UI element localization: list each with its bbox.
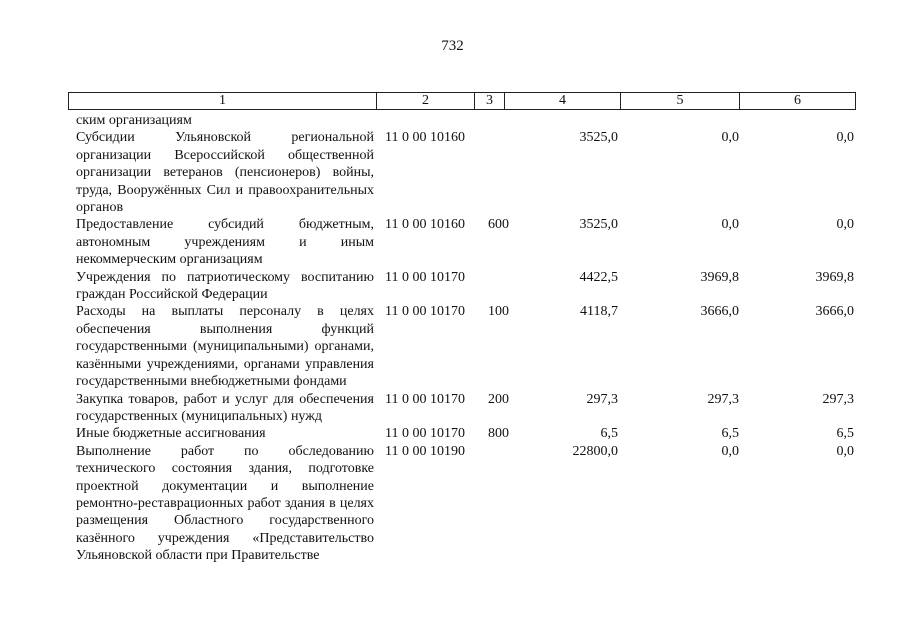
row-value-3: 0,0 — [836, 130, 854, 146]
table-row — [68, 129, 856, 216]
row-type: 100 — [488, 304, 509, 320]
row-value-3: 3969,8 — [815, 269, 854, 285]
row-value-3: 3666,0 — [815, 304, 854, 320]
row-name: Субсидии Ульяновской региональной организации Всероссийской общественной организации ветеранов (пенсионеров) войны, труда, Вооружённых Сил и правоохранительных органов — [76, 130, 374, 216]
header-col-5: 5 — [621, 93, 740, 109]
header-col-6: 6 — [794, 93, 801, 108]
row-name: Предоставление субсидий бюджетным, автономным учреждениям и иным некоммерческим организациям — [76, 217, 374, 268]
row-code: 11 0 00 10160 — [385, 217, 465, 233]
row-code: 11 0 00 10170 — [385, 269, 465, 285]
row-code: 11 0 00 10190 — [385, 443, 465, 459]
header-col-1: 1 — [69, 93, 377, 109]
row-value-1: 6,5 — [600, 426, 618, 442]
table-row — [68, 443, 856, 565]
row-code: 11 0 00 10170 — [385, 426, 465, 442]
table-row — [68, 425, 856, 442]
row-name: Иные бюджетные ассигнования — [76, 426, 266, 442]
row-value-1: 3525,0 — [579, 217, 618, 233]
row-name: ским организациям — [76, 113, 192, 128]
row-value-3: 6,5 — [836, 426, 854, 442]
header-col-2: 2 — [377, 93, 475, 109]
row-code: 11 0 00 10170 — [385, 304, 465, 320]
row-value-1: 22800,0 — [572, 443, 618, 459]
row-value-2: 297,3 — [707, 391, 739, 407]
row-name: Закупка товаров, работ и услуг для обеспечения государственных (муниципальных) нужд — [76, 391, 374, 424]
row-type: 200 — [488, 391, 509, 407]
row-code: 11 0 00 10160 — [385, 130, 465, 146]
row-type: 800 — [488, 426, 509, 442]
row-value-2: 3969,8 — [700, 269, 739, 285]
row-value-2: 0,0 — [721, 130, 739, 146]
row-value-2: 3666,0 — [700, 304, 739, 320]
row-value-3: 0,0 — [836, 217, 854, 233]
row-type: 600 — [488, 217, 509, 233]
header-col-3: 3 — [475, 93, 505, 109]
row-value-2: 6,5 — [721, 426, 739, 442]
table-row — [68, 391, 856, 426]
table-row — [68, 303, 856, 390]
table-body — [68, 112, 856, 565]
row-name: Выполнение работ по обследованию технического состояния здания, подготовке проектной документации и выполнение ремонтно-реставрационных работ здания в целях размещения Областного государственного казённого учреждения «Представительство Ульяновской области при Правительстве — [76, 443, 374, 564]
row-value-1: 4422,5 — [579, 269, 618, 285]
table-row — [68, 269, 856, 304]
row-value-2: 0,0 — [721, 217, 739, 233]
row-value-2: 0,0 — [721, 443, 739, 459]
row-value-3: 297,3 — [822, 391, 854, 407]
row-value-3: 0,0 — [836, 443, 854, 459]
row-name: Учреждения по патриотическому воспитанию граждан Российской Федерации — [76, 269, 374, 303]
row-code: 11 0 00 10170 — [385, 391, 465, 407]
table-row — [68, 112, 856, 129]
row-value-1: 4118,7 — [580, 304, 618, 320]
row-name: Расходы на выплаты персоналу в целях обеспечения выполнения функций государственными (муниципальными) органами, казёнными учреждениями, органами управления государственными внебюджетными фондами — [76, 304, 374, 390]
table-row — [68, 216, 856, 268]
table-header — [68, 92, 856, 110]
page-number: 732 — [441, 38, 464, 54]
row-value-1: 3525,0 — [579, 130, 618, 146]
header-col-4: 4 — [505, 93, 621, 109]
row-value-1: 297,3 — [586, 391, 618, 407]
